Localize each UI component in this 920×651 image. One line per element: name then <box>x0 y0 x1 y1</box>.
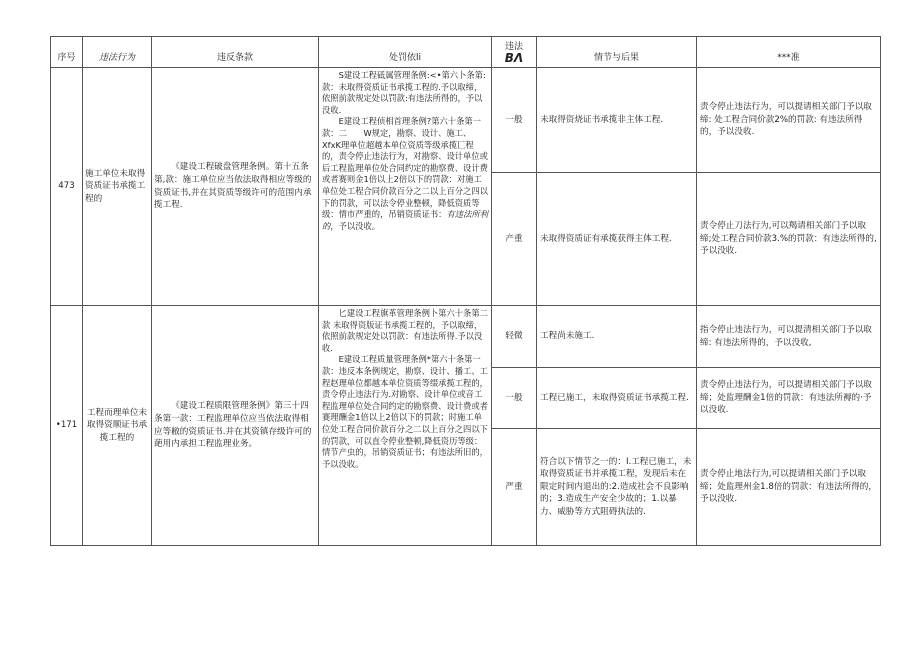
violation-act: 施工单位未取得资质证书承揽工程的 <box>83 68 152 306</box>
header-row <box>51 37 881 68</box>
penalty-standard: 责令停止违法行为，可以提请相关部门予以取缔: 处工程合同价款2%的罚款: 有违法所得的，予以没收. <box>697 68 881 173</box>
facts-consequences: 工程已施工，未取得资质证书承揽工程. <box>537 368 697 429</box>
row-number: 473 <box>51 68 83 306</box>
penalty-standard: 责令停止地法行为,可以提请相关部门予以取缔；处监理州金1.8倍的罚款：有违法所得的，予以没收. <box>697 429 881 546</box>
penalty-basis-p1: 匕建设工程旗革管理条例卜第六十条第二款 未取得资版证书承揽工程的，予以取缔，依照前款规定处以罚款：有违法所得.予以没收. <box>322 308 488 353</box>
header-act: 违法行为 <box>83 37 152 68</box>
header-clause: 违反条款 <box>152 37 319 68</box>
penalty-basis-p1: S建设工程砥属管理条例:<•第六卜条第:款：未取得资质证书承揽工程的.予以取缔，依照前款规定处以罚款:有违法所得的，予以没收. <box>322 70 486 115</box>
violation-level: 严重 <box>492 429 537 546</box>
penalty-basis <box>319 306 492 546</box>
violation-level: 轻微 <box>492 306 537 368</box>
penalty-basis-p2: E建设工程质量管理条例*第六十条第一款：违反本条例规定，勘察、设计、播工、工程赵理单位都越本单位资质等缀承揽工程的，责令停止违法行为.对勘察、设计单位或音工程监理单位处合同约定的勘察费、设计费或者赛理酬金1倍以上2倍以下的罚款；时施工单位处工程合同价款百分之二以上百分之四以下的罚款，可以直令停业整顿,降低资历等级：情节产虫的，吊销资质证书；有违法所旧的，予以没收。 <box>322 354 488 469</box>
penalty-basis-p2: E建设工程侦相首理条例?第六十条第一款：二 W规定，勘察、设计、施工、XfxK理单位超越本单位资质等级承揽匸程的，责令停止违法行为，对勘察、设计单位或后工程监理单位处合同约定的勘察费、设计费或者赛则金1倍以上2倍以下的罚款：对施工单位处工程合同价款百分之二以上百分之四以下的罚款，可以法令停业整顿，降低资质等级：情市严重的，吊销资质证书：有违法所利的，予以没收。 <box>322 116 488 231</box>
facts-consequences: 工程尚未施工. <box>537 306 697 368</box>
facts-consequences: 未取得资质证有承揽获得主体工程. <box>537 173 697 306</box>
violated-clause: 《建设工程破盘管理条例。第十五条第,款：施工单位应当依法取得相应等级的资质证书,并在其资质等级许可的范围内承揽工程. <box>152 68 319 306</box>
violation-act: 工程而理单位未取得资顺证书承揽工程的 <box>83 306 152 546</box>
violation-level: 产重 <box>492 173 537 306</box>
table-row <box>51 306 881 368</box>
penalty-basis <box>319 68 492 306</box>
header-standard: ***准 <box>697 37 881 68</box>
header-level <box>492 37 537 68</box>
facts-consequences: 符合以下情节之一的：I.工程已施工，未取得资质证书并承揽工程，发现后未在限定时间内退出的:2.造成社会不良影响的；3.造成生产安全少故的；1.以暴力、威胁等方式阻碍执法的. <box>537 429 697 546</box>
violation-level: 一般 <box>492 368 537 429</box>
penalty-standard: 责令停止刀法行为,可以羯请相关部门予以取缔;处工程合同价款3.%的罚款：有违法所得的,予以没收. <box>697 173 881 306</box>
header-level-bottom: BΛ <box>504 51 524 65</box>
violation-level: 一般 <box>492 68 537 173</box>
row-number: •171 <box>51 306 83 546</box>
header-level-top: 违法 <box>504 42 523 52</box>
penalty-standard: 责令停止违法行为，可以提请相关部门予以取缔；处监理酬金1倍的罚款：有违法所褥的·予以没收. <box>697 368 881 429</box>
header-facts: 情节与后果 <box>537 37 697 68</box>
penalty-standard: 指令停止违法行为，可以提清相关部门予以取缔: 有违法所得的，予以没收, <box>697 306 881 368</box>
header-no: 序号 <box>51 37 83 68</box>
facts-consequences: 未取得资烧证书承揽非主体工程. <box>537 68 697 173</box>
violated-clause: 《建设工程质限管理条例》第三十四条第一款：工程监理单位应当依法取得相应等敝的资质证书.并在其资镇存级许可的葩用内承担工程监理业务。 <box>152 306 319 546</box>
table-row <box>51 68 881 173</box>
header-basis: 处罚依li <box>319 37 492 68</box>
penalty-standard-table <box>50 36 881 546</box>
